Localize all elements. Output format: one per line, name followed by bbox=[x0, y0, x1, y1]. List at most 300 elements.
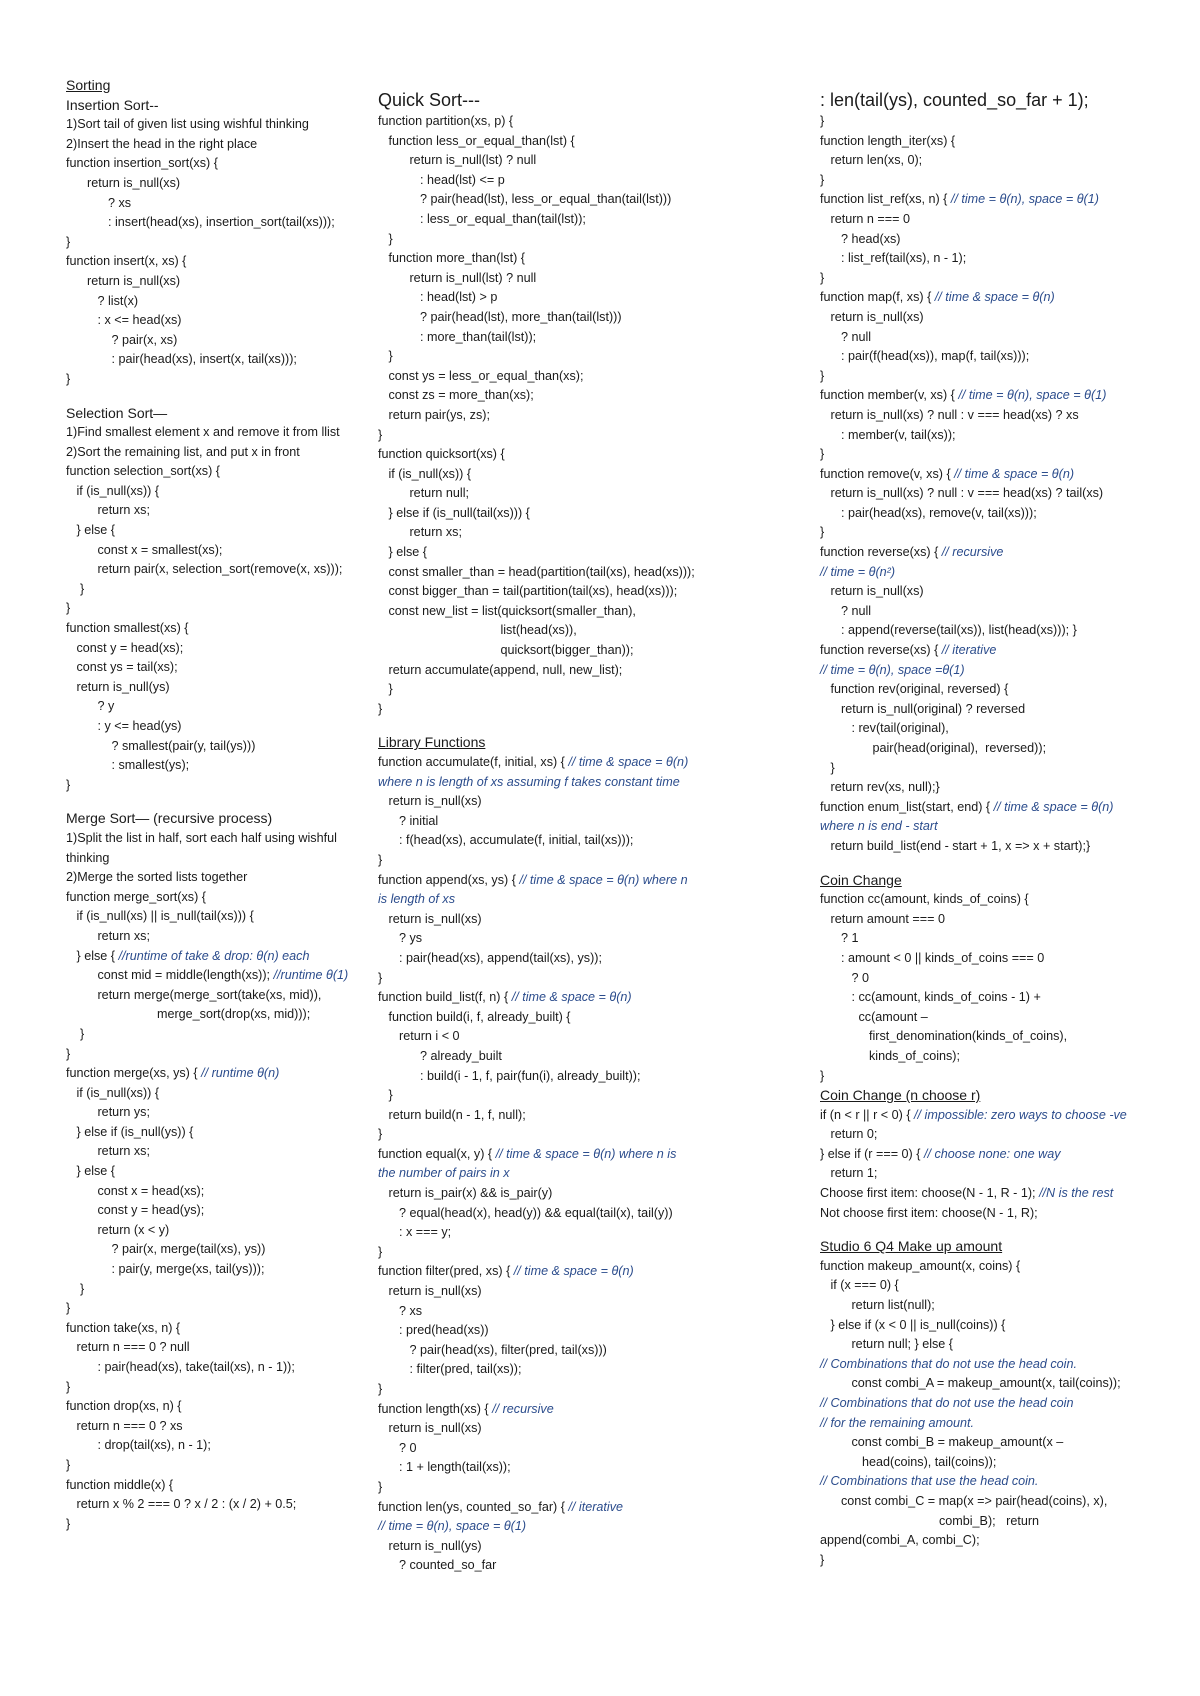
code-text: const zs = more_than(xs); bbox=[378, 388, 534, 403]
code-text: combi_B); return bbox=[820, 1513, 1040, 1528]
code-comment: // time = θ(n), space = θ(1) bbox=[378, 1519, 527, 1534]
code-line bbox=[66, 1299, 396, 1319]
code-line bbox=[66, 331, 396, 351]
code-text: cc(amount – bbox=[820, 1009, 928, 1024]
code-text: 2)Insert the head in the right place bbox=[66, 136, 258, 151]
code-comment: // time = θ(n²) bbox=[820, 564, 896, 579]
code-line bbox=[66, 135, 396, 155]
code-text: function selection_sort(xs) { bbox=[66, 464, 220, 479]
code-line bbox=[66, 1182, 396, 1202]
code-line bbox=[378, 386, 798, 406]
code-text: if (is_null(xs)) { bbox=[378, 466, 472, 481]
code-line bbox=[378, 1419, 798, 1439]
code-comment: // Combinations that do not use the head coin bbox=[820, 1396, 1074, 1410]
code-line bbox=[820, 308, 1200, 328]
code-text: } bbox=[66, 371, 71, 386]
code-line bbox=[820, 817, 1200, 837]
code-line bbox=[378, 465, 798, 485]
code-line bbox=[66, 233, 396, 253]
code-line bbox=[66, 1358, 396, 1378]
code-line bbox=[820, 1276, 1200, 1296]
code-text: ? 0 bbox=[378, 1440, 417, 1455]
code-line bbox=[66, 311, 396, 331]
code-text: function build_list(f, n) { bbox=[378, 990, 512, 1005]
section-heading bbox=[66, 809, 396, 829]
code-line bbox=[378, 1439, 798, 1459]
code-text: function merge_sort(xs) { bbox=[66, 889, 206, 904]
code-text: } bbox=[66, 234, 71, 249]
code-comment: where n is length of xs assuming f takes constant time bbox=[378, 774, 680, 789]
code-line bbox=[820, 1027, 1200, 1047]
code-line bbox=[820, 739, 1200, 759]
code-text: return amount === 0 bbox=[820, 911, 945, 926]
code-text: : filter(pred, tail(xs)); bbox=[378, 1362, 522, 1377]
code-line bbox=[66, 1201, 396, 1221]
code-line bbox=[820, 988, 1200, 1008]
code-comment: // impossible: zero ways to choose -ve bbox=[914, 1107, 1127, 1122]
code-text: : len(tail(ys), counted_so_far + 1); bbox=[820, 90, 1089, 110]
code-line bbox=[66, 1378, 396, 1398]
code-text: } bbox=[820, 270, 825, 285]
code-text: function len(ys, counted_so_far) { bbox=[378, 1499, 569, 1514]
code-text: : pred(head(xs)) bbox=[378, 1323, 489, 1338]
code-comment: // time & space = θ(n) bbox=[934, 290, 1055, 305]
code-line bbox=[66, 639, 396, 659]
code-text: append(combi_A, combi_C); bbox=[820, 1533, 980, 1548]
code-line bbox=[66, 907, 396, 927]
code-text: : rev(tail(original), bbox=[820, 721, 949, 736]
code-text: function enum_list(start, end) { bbox=[820, 799, 994, 814]
code-text: : pair(head(xs), append(tail(xs), ys)); bbox=[378, 950, 602, 965]
code-line bbox=[820, 798, 1200, 818]
code-line bbox=[378, 1517, 798, 1537]
code-text: head(coins), tail(coins)); bbox=[820, 1454, 997, 1469]
code-comment: // time & space = θ(n) bbox=[568, 755, 689, 769]
code-line bbox=[66, 443, 396, 463]
code-line bbox=[66, 947, 396, 967]
code-line bbox=[66, 986, 396, 1006]
code-text: : build(i - 1, f, pair(fun(i), already_built)); bbox=[378, 1068, 641, 1083]
code-line bbox=[66, 423, 396, 443]
code-text: : member(v, tail(xs)); bbox=[820, 427, 956, 442]
code-line bbox=[66, 1436, 396, 1456]
code-text: ? null bbox=[820, 603, 872, 618]
code-text: } bbox=[66, 1301, 71, 1316]
code-line bbox=[378, 1086, 798, 1106]
section-heading bbox=[378, 88, 798, 112]
code-text: } bbox=[66, 1046, 71, 1061]
code-text: function insertion_sort(xs) { bbox=[66, 156, 218, 171]
code-text: ? list(x) bbox=[66, 293, 139, 308]
code-line bbox=[66, 292, 396, 312]
code-line bbox=[378, 1027, 798, 1047]
code-text: function length(xs) { bbox=[378, 1401, 493, 1416]
code-line bbox=[66, 1240, 396, 1260]
code-text: function reverse(xs) { bbox=[820, 643, 942, 658]
code-text: ? xs bbox=[66, 195, 132, 210]
spacer bbox=[66, 795, 396, 809]
code-text: return is_null(xs) bbox=[66, 273, 181, 288]
code-text: function cc(amount, kinds_of_coins) { bbox=[820, 892, 1029, 907]
code-line bbox=[378, 773, 798, 793]
code-line bbox=[378, 621, 798, 641]
code-text: const bigger_than = tail(partition(tail(xs), head(xs))); bbox=[378, 584, 678, 599]
code-text: function list_ref(xs, n) { bbox=[820, 192, 951, 207]
code-text: return n === 0 bbox=[820, 211, 910, 226]
code-text: Selection Sort— bbox=[66, 404, 168, 421]
code-line bbox=[66, 1162, 396, 1182]
code-line bbox=[66, 1397, 396, 1417]
code-line bbox=[66, 1123, 396, 1143]
code-text: const x = smallest(xs); bbox=[66, 542, 223, 557]
code-line bbox=[378, 1125, 798, 1145]
code-line bbox=[378, 641, 798, 661]
code-line bbox=[820, 910, 1200, 930]
code-text: : head(lst) > p bbox=[378, 290, 498, 305]
code-text: } bbox=[66, 601, 71, 616]
code-line bbox=[378, 132, 798, 152]
section-heading bbox=[820, 1237, 1200, 1257]
code-text: return null; bbox=[378, 486, 469, 501]
code-line bbox=[66, 868, 396, 888]
code-comment: // time = θ(n), space = θ(1) bbox=[958, 388, 1107, 403]
code-line bbox=[66, 154, 396, 174]
code-line bbox=[66, 1476, 396, 1496]
code-text: } bbox=[820, 1552, 825, 1567]
code-line bbox=[66, 697, 396, 717]
code-text: function build(i, f, already_built) { bbox=[378, 1009, 571, 1024]
code-text: kinds_of_coins); bbox=[820, 1048, 960, 1063]
code-line bbox=[820, 1335, 1200, 1355]
code-line bbox=[378, 851, 798, 871]
code-line bbox=[66, 1260, 396, 1280]
code-line bbox=[378, 445, 798, 465]
code-line bbox=[820, 1164, 1200, 1184]
code-line bbox=[820, 504, 1200, 524]
code-text: } bbox=[820, 1068, 825, 1083]
code-text: list(head(xs)), bbox=[378, 623, 577, 638]
code-text: const y = head(ys); bbox=[66, 1203, 205, 1218]
code-line bbox=[378, 151, 798, 171]
code-text: } bbox=[378, 1382, 383, 1396]
code-text: } else { bbox=[66, 523, 116, 538]
code-text: function accumulate(f, initial, xs) { bbox=[378, 755, 569, 769]
code-line bbox=[820, 1067, 1200, 1087]
code-text: pair(head(original), reversed)); bbox=[820, 741, 1047, 755]
code-text: return is_null(xs) bbox=[378, 1421, 482, 1436]
code-line bbox=[66, 1338, 396, 1358]
code-text: } bbox=[66, 581, 85, 596]
code-line bbox=[820, 1551, 1200, 1571]
code-text: const ys = tail(xs); bbox=[66, 660, 178, 675]
code-comment: is length of xs bbox=[378, 892, 456, 907]
code-text: return is_null(xs) bbox=[378, 1284, 482, 1299]
code-text: function length_iter(xs) { bbox=[820, 133, 956, 148]
code-line bbox=[378, 367, 798, 387]
code-comment: // time & space = θ(n) bbox=[511, 990, 632, 1005]
code-text: if (n < r || r < 0) { bbox=[820, 1107, 915, 1122]
code-line bbox=[378, 812, 798, 832]
code-text: ? head(xs) bbox=[820, 231, 901, 246]
code-line bbox=[378, 269, 798, 289]
code-comment: // Combinations that do not use the head coin. bbox=[820, 1356, 1077, 1371]
code-text: Quick Sort--- bbox=[378, 90, 481, 110]
code-line bbox=[820, 890, 1200, 910]
code-text: ? pair(head(lst), more_than(tail(lst))) bbox=[378, 309, 622, 324]
code-line bbox=[820, 759, 1200, 779]
code-text: const smaller_than = head(partition(tail(xs), head(xs))); bbox=[378, 564, 695, 579]
code-text: function more_than(lst) { bbox=[378, 251, 525, 266]
code-text: return is_null(xs) ? null : v === head(xs) ? tail(xs) bbox=[820, 486, 1104, 501]
code-line bbox=[378, 1341, 798, 1361]
code-comment: //N is the rest bbox=[1039, 1186, 1114, 1201]
code-line bbox=[820, 1257, 1200, 1277]
code-line bbox=[378, 831, 798, 851]
code-line bbox=[820, 465, 1200, 485]
code-text: : amount < 0 || kinds_of_coins === 0 bbox=[820, 950, 1045, 965]
code-text: const combi_B = makeup_amount(x – bbox=[820, 1435, 1064, 1450]
code-line bbox=[820, 484, 1200, 504]
spacer bbox=[378, 719, 798, 733]
code-line bbox=[378, 563, 798, 583]
code-line bbox=[820, 1145, 1200, 1165]
code-comment: // for the remaining amount. bbox=[820, 1415, 975, 1430]
code-text: } bbox=[66, 1026, 85, 1041]
code-line bbox=[378, 949, 798, 969]
code-text: : x <= head(xs) bbox=[66, 313, 182, 328]
code-line bbox=[378, 753, 798, 773]
code-line bbox=[66, 717, 396, 737]
code-text: return is_null(xs) bbox=[66, 175, 181, 190]
code-text: } bbox=[820, 760, 835, 775]
code-text: } else if (is_null(tail(xs))) { bbox=[378, 505, 530, 520]
code-comment: // iterative bbox=[941, 643, 997, 658]
code-line bbox=[820, 1453, 1200, 1473]
code-text: if (is_null(xs)) { bbox=[66, 483, 160, 498]
column-list-functions-coin-change bbox=[820, 88, 1200, 1570]
code-text: ? null bbox=[820, 329, 872, 344]
code-text: function merge(xs, ys) { bbox=[66, 1066, 202, 1081]
code-line bbox=[378, 1223, 798, 1243]
code-line bbox=[66, 370, 396, 390]
code-line bbox=[66, 462, 396, 482]
code-line bbox=[820, 1433, 1200, 1453]
code-text: : less_or_equal_than(tail(lst)); bbox=[378, 211, 586, 226]
code-text: : more_than(tail(lst)); bbox=[378, 329, 537, 344]
code-line bbox=[820, 1472, 1200, 1492]
code-text: return is_null(lst) ? null bbox=[378, 270, 537, 285]
code-line bbox=[378, 308, 798, 328]
code-text: return rev(xs, null);} bbox=[820, 780, 940, 795]
code-line bbox=[378, 582, 798, 602]
code-text: return merge(merge_sort(take(xs, mid)), bbox=[66, 987, 322, 1002]
code-line bbox=[820, 523, 1200, 543]
code-comment: // time & space = θ(n) where n is bbox=[495, 1146, 677, 1161]
code-text: ? equal(head(x), head(y)) && equal(tail(x), tail(y)) bbox=[378, 1205, 673, 1220]
section-heading bbox=[820, 1086, 1200, 1106]
code-text: } bbox=[378, 852, 383, 867]
code-text: return is_null(original) ? reversed bbox=[820, 701, 1026, 716]
code-line bbox=[378, 543, 798, 563]
code-comment: // time & space = θ(n) where n bbox=[519, 872, 688, 887]
code-line bbox=[378, 210, 798, 230]
code-line bbox=[820, 641, 1200, 661]
code-text: if (is_null(xs)) { bbox=[66, 1085, 160, 1100]
code-line bbox=[378, 523, 798, 543]
code-line bbox=[820, 190, 1200, 210]
code-text: function middle(x) { bbox=[66, 1477, 174, 1492]
code-line bbox=[820, 347, 1200, 367]
code-line bbox=[66, 501, 396, 521]
code-line bbox=[378, 347, 798, 367]
code-line bbox=[66, 849, 396, 869]
code-line bbox=[378, 929, 798, 949]
spacer bbox=[820, 857, 1200, 871]
code-text: } bbox=[66, 777, 71, 792]
code-text: } bbox=[378, 231, 393, 246]
spacer bbox=[820, 1223, 1200, 1237]
code-text: } else if (is_null(ys)) { bbox=[66, 1124, 194, 1139]
code-text: } bbox=[66, 1281, 85, 1296]
code-line bbox=[820, 680, 1200, 700]
code-comment: // time = θ(n), space =θ(1) bbox=[820, 662, 965, 677]
code-line bbox=[820, 230, 1200, 250]
section-heading bbox=[66, 76, 396, 96]
code-text: } bbox=[378, 427, 383, 442]
code-text: ? pair(x, merge(tail(xs), ys)) bbox=[66, 1242, 266, 1257]
code-text: Coin Change bbox=[820, 871, 902, 888]
code-line bbox=[378, 1302, 798, 1322]
code-text: return 0; bbox=[820, 1127, 878, 1142]
code-line bbox=[378, 1204, 798, 1224]
code-line bbox=[820, 1512, 1200, 1532]
code-text: function map(f, xs) { bbox=[820, 290, 935, 305]
code-text: function rev(original, reversed) { bbox=[820, 682, 1009, 697]
code-text: function member(v, xs) { bbox=[820, 388, 959, 403]
code-line bbox=[66, 1045, 396, 1065]
code-text: const mid = middle(length(xs)); bbox=[66, 968, 274, 983]
code-text: ? initial bbox=[378, 813, 439, 828]
code-text: } else { bbox=[378, 545, 428, 560]
code-text: function quicksort(xs) { bbox=[378, 447, 505, 462]
code-line bbox=[378, 1008, 798, 1028]
code-line bbox=[820, 132, 1200, 152]
code-line bbox=[820, 210, 1200, 230]
code-line bbox=[820, 426, 1200, 446]
code-line bbox=[820, 406, 1200, 426]
code-text: function less_or_equal_than(lst) { bbox=[378, 133, 575, 148]
code-line bbox=[820, 1414, 1200, 1434]
code-text: function take(xs, n) { bbox=[66, 1320, 181, 1335]
code-text: function reverse(xs) { bbox=[820, 545, 942, 560]
code-text: return ys; bbox=[66, 1105, 150, 1120]
code-line bbox=[820, 328, 1200, 348]
code-line bbox=[378, 700, 798, 720]
code-line bbox=[820, 969, 1200, 989]
code-line bbox=[66, 829, 396, 849]
code-line bbox=[66, 658, 396, 678]
code-line bbox=[378, 1537, 798, 1557]
code-line bbox=[820, 367, 1200, 387]
code-text: const new_list = list(quicksort(smaller_than), bbox=[378, 603, 636, 618]
code-line bbox=[820, 269, 1200, 289]
code-line bbox=[820, 1106, 1200, 1126]
code-text: } bbox=[66, 1457, 71, 1472]
code-comment: // recursive bbox=[941, 545, 1004, 560]
code-line bbox=[820, 386, 1200, 406]
code-text: 1)Find smallest element x and remove it from llist bbox=[66, 425, 340, 440]
code-line bbox=[820, 543, 1200, 563]
code-text: return is_null(lst) ? null bbox=[378, 153, 537, 168]
code-text: return is_pair(x) && is_pair(y) bbox=[378, 1186, 553, 1201]
code-line bbox=[66, 252, 396, 272]
code-text: Merge Sort— (recursive process) bbox=[66, 810, 273, 827]
code-line bbox=[378, 1478, 798, 1498]
code-line bbox=[820, 1047, 1200, 1067]
code-line bbox=[820, 661, 1200, 681]
code-line bbox=[66, 599, 396, 619]
code-line bbox=[66, 350, 396, 370]
code-text: return pair(ys, zs); bbox=[378, 407, 490, 422]
code-text: return is_null(xs) bbox=[378, 794, 482, 809]
code-text: ? smallest(pair(y, tail(ys))) bbox=[66, 738, 256, 753]
code-text: ? pair(head(xs), filter(pred, tail(xs))) bbox=[378, 1342, 607, 1357]
code-text: const y = head(xs); bbox=[66, 640, 184, 655]
code-line bbox=[820, 1374, 1200, 1394]
code-text: ? pair(head(lst), less_or_equal_than(tail(lst))) bbox=[378, 192, 672, 207]
code-line bbox=[820, 1184, 1200, 1204]
code-line bbox=[820, 1531, 1200, 1551]
code-line bbox=[378, 680, 798, 700]
code-text: : insert(head(xs), insertion_sort(tail(xs))); bbox=[66, 215, 335, 230]
code-text: } else if (r === 0) { bbox=[820, 1146, 924, 1161]
code-line bbox=[378, 792, 798, 812]
code-line bbox=[820, 1125, 1200, 1145]
code-line bbox=[820, 929, 1200, 949]
code-line bbox=[66, 1456, 396, 1476]
code-text: return pair(x, selection_sort(remove(x, xs))); bbox=[66, 562, 343, 577]
code-line bbox=[820, 582, 1200, 602]
code-line bbox=[378, 1067, 798, 1087]
code-text: } bbox=[378, 701, 383, 716]
code-text: return null; } else { bbox=[820, 1337, 954, 1352]
code-line bbox=[820, 1394, 1200, 1414]
code-line bbox=[66, 1103, 396, 1123]
code-line bbox=[820, 1492, 1200, 1512]
code-text: ? ys bbox=[378, 931, 423, 946]
spacer bbox=[66, 390, 396, 404]
code-line bbox=[378, 1164, 798, 1184]
code-comment: the number of pairs in x bbox=[378, 1166, 510, 1181]
code-text: function filter(pred, xs) { bbox=[378, 1264, 514, 1279]
code-text: Coin Change (n choose r) bbox=[820, 1087, 981, 1104]
column-sorting bbox=[66, 76, 396, 1534]
code-line bbox=[820, 112, 1200, 132]
code-text: ? already_built bbox=[378, 1048, 502, 1063]
code-line bbox=[66, 1005, 396, 1025]
code-text: 2)Sort the remaining list, and put x in front bbox=[66, 444, 300, 459]
code-line bbox=[378, 1458, 798, 1478]
code-text: function remove(v, xs) { bbox=[820, 466, 955, 481]
code-line bbox=[820, 1008, 1200, 1028]
section-heading bbox=[66, 96, 396, 116]
code-line bbox=[66, 1064, 396, 1084]
code-comment: //runtime of take & drop: θ(n) each bbox=[118, 948, 310, 963]
code-line bbox=[66, 1221, 396, 1241]
code-line bbox=[66, 482, 396, 502]
code-line bbox=[378, 910, 798, 930]
code-text: ? xs bbox=[378, 1303, 423, 1318]
